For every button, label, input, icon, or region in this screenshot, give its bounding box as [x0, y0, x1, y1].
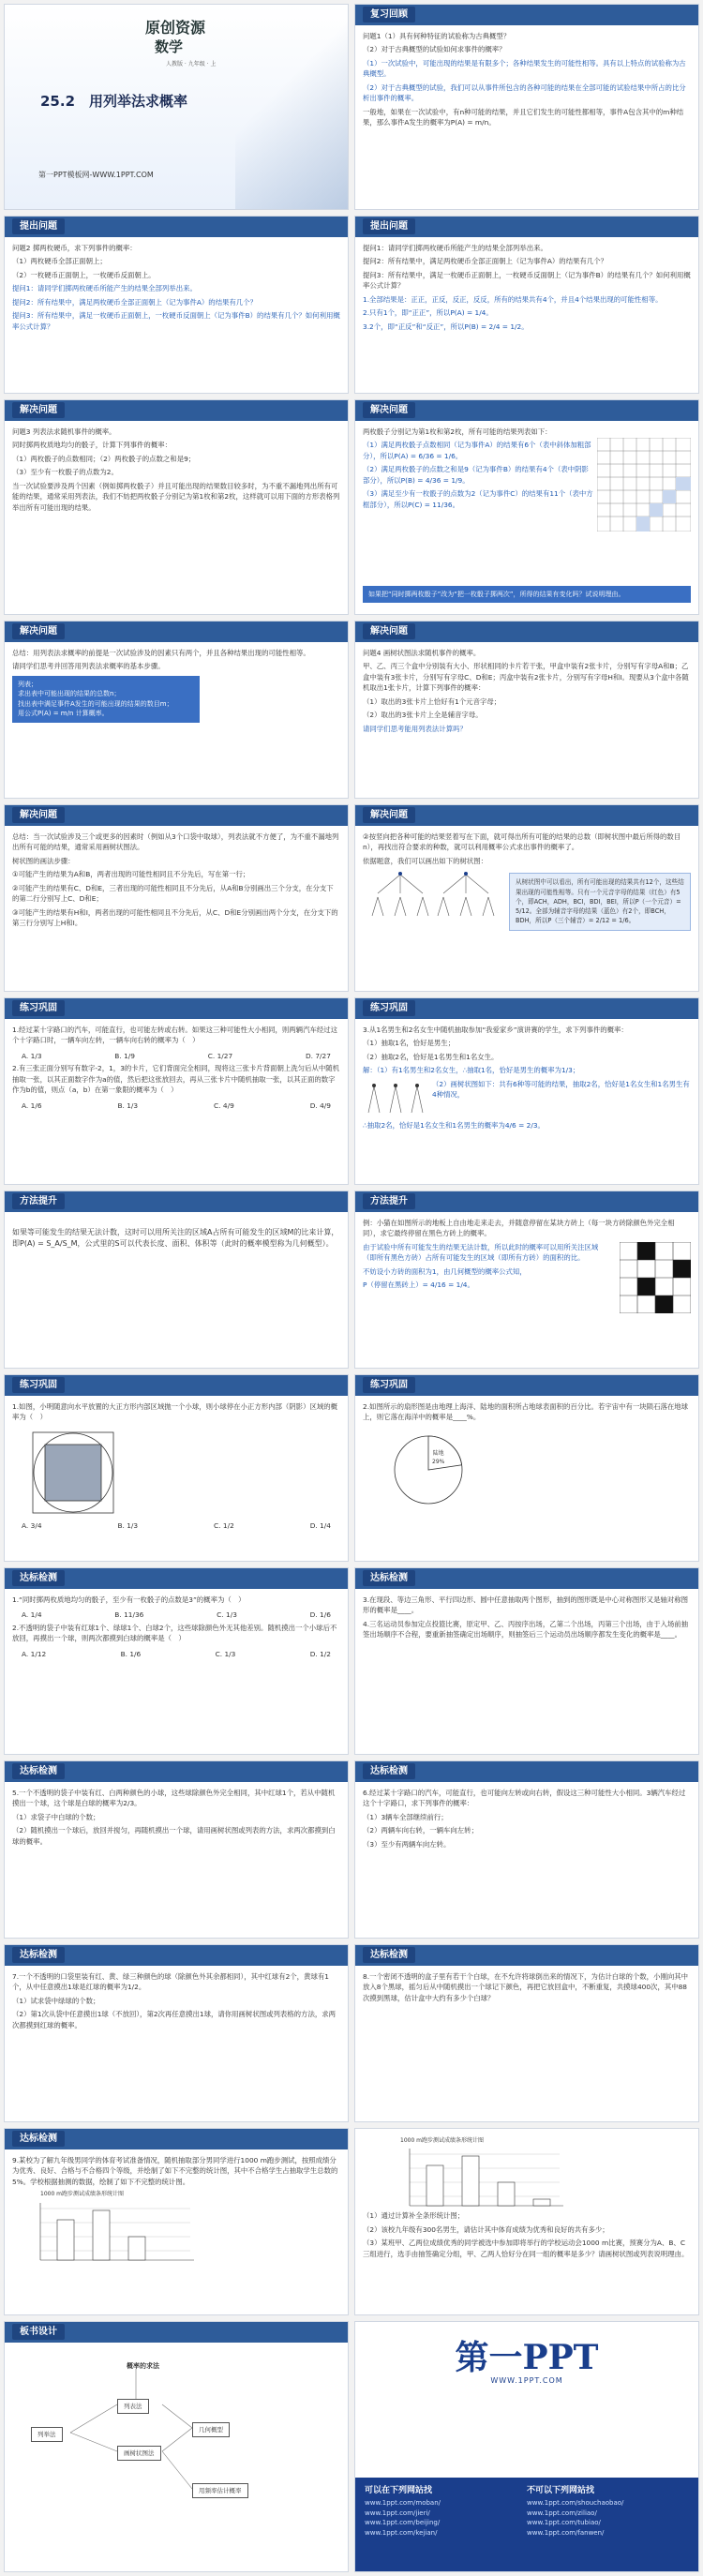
text-line: （1）试求袋中绿球的个数； [12, 1996, 100, 2005]
slide-header [5, 2322, 348, 2343]
tree-explanation: 从树状图中可以看出，所有可能出现的结果共有12个，这些结果出现的可能性相等。只有一个元音字母的结果（红色）有5个，即ACH，ADH，BCI，BDI，BEI，所以P（一个元音）= 5/12。全部为辅音字母的结果（蓝色）有2个，即BCH，BDH，所以P（三个辅音）= 2/12 = 1/6。 [509, 873, 691, 931]
question-6: 6.经过某十字路口的汽车，可能直行，也可能向左转或向右转，假设这三种可能性大小相同。3辆汽车经过这个十字路口，求下列事件的概率： [363, 1789, 686, 1808]
options-2 [12, 1647, 340, 1661]
text-line: 两枚骰子分别记为第1枚和第2枚，所有可能的结果列表如下： [363, 427, 552, 436]
text-line: 不妨设小方砖的面积为1，由几何概型的概率公式知， [363, 1266, 527, 1276]
slide-tag: 达标检测 [363, 1763, 415, 1779]
slide-tag: 解决问题 [363, 623, 415, 639]
text-line: 提问2：所有结果中，满足两枚硬币全部正面朝上（记为事件A）的结果有几个？ [363, 257, 608, 266]
slide-header [355, 805, 698, 826]
slide-header [5, 1945, 348, 1966]
text-line: 当一次试验要涉及两个因素（例如掷两枚骰子）并且可能出现的结果数目较多时，为不重不漏地列出所有可能的结果，通常采用列表法，我们不妨把两枚骰子分别记为第1枚和第2枚，这样就可以用下面的方形表格列举出所有可能出现的结果。 [12, 481, 340, 512]
question-9: 9.某校为了解九年级男同学的体育考试准备情况，随机抽取部分男同学进行1000 m跑步测试，按照成绩分为优秀、良好、合格与不合格四个等级，并绘制了如下不完整的统计图，其中不合格学生占抽取学生总数的5%。学校根据抽测的数据，绘制了如下不完整的统计图。 [12, 2156, 338, 2186]
square-figure [31, 1430, 115, 1515]
text-line: 提问1：请同学们掷两枚硬币所能产生的结果全部列举出来。 [12, 284, 197, 293]
option[interactable]: B. 1/3 [117, 1101, 139, 1110]
slide-test-8 [354, 2128, 699, 2315]
text-line: ③可能产生的结果有H和I，两者出现的可能性相同且不分先后，从C、D和E分别画出两个分支，在分支下的第三行分别写上H和I。 [12, 907, 338, 928]
slide-table-method [4, 399, 349, 615]
map-node: 列表法 [117, 2399, 149, 2414]
slide-tag: 解决问题 [363, 402, 415, 418]
text-line: （2）第1次从袋中任意摸出1球（不放回），第2次再任意摸出1球，请你用画树状图或列表格的方法，求两次都摸到红球的概率。 [12, 2010, 337, 2029]
slide-header [355, 998, 698, 1019]
text-line: （1）通过计算补全条形统计图； [363, 2211, 465, 2221]
slide-end [354, 2321, 699, 2572]
option[interactable]: D. 7/27 [305, 1051, 331, 1060]
text-line: （2）随机摸出一个球后，放回并搅匀，再随机摸出一个球，请用画树状图或列表的方法，求两次都摸到白球的概率。 [12, 1826, 336, 1846]
text-line: 请同学们思考能用列表法计算吗？ [363, 724, 467, 733]
slide-tag: 达标检测 [363, 1570, 415, 1586]
text-line: 提问3：所有结果中，满足一枚硬币正面朝上，一枚硬币反面朝上（记为事件B）的结果有几个？如何利用概率公式计算？ [363, 270, 691, 291]
footer-link[interactable]: www.1ppt.com/kejian/ [365, 2528, 438, 2537]
question-2: 2.有三张正面分别写有数字-2，1，3的卡片，它们背面完全相同，现将这三张卡片背面朝上洗匀后从中随机抽取一张，以其正面数字作为a的值，然后把这张放回去，再从三张卡片中随机抽取一张，以其正面的数字作为b的值，则点（a，b）在第一象限的概率为（ ） [12, 1064, 340, 1095]
slide-tag: 复习回顾 [363, 7, 415, 22]
slide-board-design [4, 2321, 349, 2572]
text-line: 树状图的画法步骤： [12, 856, 75, 865]
option[interactable]: A. 3/4 [22, 1520, 42, 1530]
footer-link[interactable]: www.1ppt.com/beijing/ [365, 2519, 441, 2526]
question-5: 5.一个不透明的袋子中装有红、白两种颜色的小球，这些球除颜色外完全相同，其中红球1个，若从中随机摸出一个球，这个球是白球的概率为2/3。 [12, 1789, 336, 1808]
question-3: 3.从1名男生和2名女生中随机抽取参加“我爱家乡”演讲赛的学生，求下列事件的概率： [363, 1026, 628, 1034]
text-line: 请同学们思考并回答用列表法求概率的基本步骤。 [12, 662, 165, 671]
slide-problem-answers [354, 216, 699, 394]
option[interactable]: B. 1/6 [120, 1649, 142, 1658]
bar-chart [400, 2145, 569, 2210]
option[interactable]: B. 11/36 [114, 1610, 144, 1620]
slide-test-5 [4, 1944, 349, 2122]
option[interactable]: D. 1/4 [309, 1520, 331, 1530]
text-line: 问题4 画树状图法求随机事件的概率。 [363, 649, 481, 657]
slide-header [355, 622, 698, 642]
option[interactable]: A. 1/12 [22, 1649, 47, 1658]
slide-tag: 方法提升 [12, 1193, 65, 1209]
footer-link[interactable]: www.1ppt.com/fanwen/ [527, 2528, 605, 2537]
footer-link[interactable]: www.1ppt.com/moban/ [365, 2499, 441, 2507]
slide-tag: 达标检测 [12, 1763, 65, 1779]
slide-header [355, 1945, 698, 1966]
slide-header [355, 1761, 698, 1782]
slide-header [5, 1191, 348, 1212]
question-3: 3.在现段、等边三角形、平行四边形、圆中任意抽取两个图形，抽到的图形既是中心对称图形又是轴对称图形的概率是____。 [363, 1595, 689, 1615]
slide-tag: 练习巩固 [363, 1377, 415, 1393]
text-line: 提问2：所有结果中，满足两枚硬币全部正面朝上（记为事件A）的结果有几个？ [12, 297, 258, 307]
slide-tag: 达标检测 [363, 1947, 415, 1963]
lesson-title: 25.2 用列举法求概率 [40, 93, 188, 110]
slide-tag: 板书设计 [12, 2324, 65, 2340]
tree-diagram [363, 869, 503, 935]
slide-header [5, 1375, 348, 1396]
text-line: 依据题意，我们可以画出如下的树状图： [363, 856, 488, 865]
question-4: 4.三名运动员参加定点投篮比赛，原定甲、乙、丙按序出场，乙第二个出场，丙第三个出场，由于入场前抽签出场顺序不合程，要重新抽签确定出场顺序，则抽签后三个运动员出场顺序都发生变化的概率是____。 [363, 1619, 689, 1640]
text-line: （2）抽取2名，恰好是1名男生和1名女生。 [363, 1052, 499, 1061]
question-2: 2.如图所示的扇形图是由地理上海洋、陆地的面积所占地球表面积的百分比。若宇宙中有一块陨石落在地球上，则它落在海洋中的概率是____%。 [363, 1402, 689, 1422]
slide-header [5, 400, 348, 421]
step: 列表； [18, 680, 37, 688]
text-line: 如果等可能发生的结果无法计数，这时可以用所关注的区域A占所有可能发生的区域M的比来计算，即P(A) = S_A/S_M，公式里的S可以代表长度、面积、体积等（此时的概率模型称为几何概型）。 [12, 1228, 339, 1249]
slide-cover [4, 4, 349, 210]
slide-header [5, 1761, 348, 1782]
slide-header [5, 2129, 348, 2149]
text-line: （2）画树状图如下：共有6种等可能的结果，抽取2名，恰好是1名女生和1名男生有4种情况， [432, 1079, 690, 1100]
option[interactable]: D. 4/9 [309, 1101, 331, 1110]
slide-problem-coins [4, 216, 349, 394]
text-line: 提问1：请同学们掷两枚硬币所能产生的结果全部列举出来。 [363, 244, 547, 252]
options-1 [12, 1608, 340, 1622]
slide-header [355, 1191, 698, 1212]
text-line: （1）两枚硬币全部正面朝上； [12, 257, 107, 266]
option[interactable]: D. 1/6 [309, 1610, 331, 1620]
mindmap-lines [5, 2343, 333, 2568]
text-line: （1）抽取1名，恰好是男生； [363, 1039, 456, 1048]
cover-title: 原创资源 [145, 19, 206, 37]
slide-header [5, 622, 348, 642]
pie-label-text: 陆地 [432, 1449, 444, 1457]
text-line: （3）至少有两辆车向左转。 [363, 1839, 451, 1849]
text-line: ①可能产生的结果为A和B，两者出现的可能性相同且不分先后，写在第一行； [12, 870, 250, 879]
text-line: 1.全部结果是：正正，正反，反正，反反，所有的结果共有4个，并且4个结果出现的可能性相等。 [363, 294, 663, 304]
text-line: 例：小猫在如图所示的地板上自由地走来走去，并随意停留在某块方砖上（每一块方砖除颜色外完全相同），求它最终停留在黑色方砖上的概率。 [363, 1219, 675, 1238]
slide-header [355, 5, 698, 25]
slide-tree-problem [354, 621, 699, 799]
question-7: 7.一个不透明的口袋里装有红、黄、绿三种颜色的球（除颜色外其余都相同），其中红球有2个，黄球有1个，从中任意摸出1球是红球的概率为1/2。 [12, 1972, 329, 1992]
slide-test-7 [4, 2128, 349, 2315]
text-line: （3）至少有一枚骰子的点数为2。 [12, 468, 118, 477]
slide-exercise-pie [354, 1374, 699, 1562]
slide-header [5, 217, 348, 237]
text-line: （3）某班甲、乙两位成绩优秀的同学被选中参加即将举行的学校运动会1000 m比赛，预赛分为A、B、C三组进行，选手由抽签确定分组，甲、乙两人恰好分在同一组的概率是多少？请画树状图或列表说明理由。 [363, 2239, 689, 2258]
map-node: 画树状图法 [117, 2446, 161, 2461]
slide-header [355, 1375, 698, 1396]
question-2: 2.不透明的袋子中装有红球1个、绿球1个、白球2个，这些球除颜色外无其他差别。随机摸出一个小球后不放回，再摸出一个球，则两次都摸到白球的概率是（ ） [12, 1623, 337, 1643]
slide-header [5, 998, 348, 1019]
slide-table-solution [354, 399, 699, 615]
tree-diagram [363, 1079, 428, 1120]
cover-edition: 人教版 · 九年级 · 上 [166, 61, 217, 67]
text-line: （1）求袋子中白球的个数； [12, 1812, 100, 1821]
text-line: （3）满足至少有一枚骰子的点数为2（记为事件C）的结果有11个（表中方框部分），所以P(C) = 11/36。 [363, 489, 593, 509]
slide-tag: 解决问题 [12, 807, 65, 823]
question-8: 8.一个密闭不透明的盒子里有若干个白球，在不允许将球倒出来的情况下，为估计白球的个数，小刚向其中放入8个黑球，摇匀后从中随机摸出一个球记下颜色，再把它放回盒中，不断重复，共摸球400次，其中88次摸到黑球，估计盒中大约有多少个白球？ [363, 1972, 689, 2002]
text-line: （2）该校九年级有300名男生，请估计其中体育成绩为优秀和良好的共有多少； [363, 2224, 609, 2234]
cover-decoration [235, 5, 348, 210]
option[interactable]: C. 1/3 [215, 1649, 236, 1658]
option[interactable]: A. 1/3 [22, 1051, 42, 1060]
footer-links [355, 2478, 698, 2571]
options-1 [12, 1049, 340, 1063]
step: 用公式P(A) = m/n 计算概率。 [18, 710, 109, 718]
text-line: （2）取出的3张卡片上全是辅音字母。 [363, 711, 483, 720]
slide-tag: 提出问题 [363, 218, 415, 234]
slide-header [355, 1568, 698, 1589]
text-line: 总结：用列表法求概率的前提是一次试验涉及的因素只有两个，并且各种结果出现的可能性相等。 [12, 649, 310, 657]
slide-header [5, 805, 348, 826]
question-callout: 如果把“同时掷两枚骰子”改为“把一枚骰子掷两次”，所得的结果有变化吗？试说明理由。 [363, 586, 691, 604]
text-line: （2）满足两枚骰子的点数之和是9（记为事件B）的结果有4个（表中阴影部分），所以P(B) = 4/36 = 1/9。 [363, 465, 589, 485]
options [12, 1519, 340, 1533]
option[interactable]: A. 1/6 [22, 1101, 42, 1110]
map-node: 列举法 [31, 2427, 63, 2442]
slide-test-3 [4, 1760, 349, 1939]
formula-text: 一般地，如果在一次试验中，有n种可能的结果，并且它们发生的可能性都相等，事件A包含其中的m种结果，那么事件A发生的概率为P(A) = m/n。 [363, 107, 684, 127]
question-1: 1.“同时掷两枚质地均匀的骰子，至少有一枚骰子的点数是3”的概率为（ ） [12, 1595, 246, 1604]
option[interactable]: B. 1/3 [117, 1520, 139, 1530]
text-line: （2）两辆车向右转，一辆车向左转； [363, 1826, 478, 1835]
map-node: 用频率估计概率 [192, 2483, 248, 2498]
answer: （2）对于古典概型的试验，我们可以从事件所包含的各种可能的结果在全部可能的试验结果中所占的比分析出事件的概率。 [363, 82, 686, 103]
text-line: P（停留在黑砖上）= 4/16 = 1/4。 [363, 1281, 474, 1290]
text-line: ②按竖向把各种可能的结果竖着写在下面，就可得出所有可能的结果的总数（即树状图中最后所得的数目n），再找出符合要求的种数，就可以利用概率公式求出事件的概率了。 [363, 832, 681, 852]
footer-link[interactable]: www.1ppt.com/jieri/ [365, 2509, 430, 2517]
option[interactable]: C. 1/3 [217, 1610, 237, 1620]
text-line: 3.2个，即“正反”和“反正”，所以P(B) = 2/4 = 1/2。 [363, 322, 529, 331]
step: 找出表中满足事件A发生的可能出现的结果的数目m； [18, 699, 173, 708]
text-line: ②可能产生的结果有C、D和E，三者出现的可能性相同且不分先后，从A和B分别画出三个分支，在分支下的第二行分别写上C、D和E； [12, 883, 334, 904]
option[interactable]: C. 4/9 [214, 1101, 234, 1110]
slide-exercise-2 [354, 997, 699, 1185]
text-line: 2.只有1个，即“正正”，所以P(A) = 1/4。 [363, 308, 493, 318]
text-line: （1）两枚骰子的点数相同；（2）两枚骰子的点数之和是9； [12, 454, 196, 463]
slide-tag: 达标检测 [12, 2131, 65, 2147]
text-line: 甲、乙、丙三个盒中分别装有大小、形状相同的卡片若干张，甲盒中装有2张卡片，分别写有字母A和B；乙盒中装有3张卡片，分别写有字母C、D和E；丙盒中装有2张卡片，分别写有字母H和I。现要从3个盒中各随机取出1张卡片，计算下列事件的概率： [363, 662, 689, 693]
slide-tree-solution [354, 804, 699, 992]
text-line: 同时掷两枚质地均匀的骰子，计算下列事件的概率： [12, 441, 172, 450]
footer-link[interactable]: www.1ppt.com/shouchaobao/ [527, 2499, 624, 2507]
text-line: （1）3辆车全部继续前行； [363, 1812, 448, 1821]
slide-tag: 解决问题 [12, 402, 65, 418]
text-line: （1）满足两枚骰子点数相同（记为事件A）的结果有6个（表中斜体加粗部分），所以P(A) = 6/36 = 1/6。 [363, 441, 591, 460]
slide-exercise-1 [4, 997, 349, 1185]
question-1: 1.经过某十字路口的汽车，可能直行，也可能左转或右转。如果这三种可能性大小相同，则两辆汽车经过这个十字路口时，一辆车向左转，一辆车向右转的概率为（ ） [12, 1026, 338, 1045]
steps-box [12, 676, 200, 723]
slide-test-1 [4, 1567, 349, 1755]
option[interactable]: C. 1/27 [207, 1051, 233, 1060]
footer-heading: 不可以下列网站找 [527, 2486, 595, 2495]
slide-test-4 [354, 1760, 699, 1939]
question-1: 1.如图，小明随意向水平放置的大正方形内部区域抛一个小球，则小球停在小正方形内部（阴影）区域的概率为（ ） [12, 1402, 338, 1422]
brand-logo: 第一PPT [455, 2338, 599, 2377]
brand-site: WWW.1PPT.COM [490, 2376, 563, 2385]
slide-tag: 方法提升 [363, 1193, 415, 1209]
slide-tag: 解决问题 [12, 623, 65, 639]
map-node: 几何概型 [192, 2422, 230, 2437]
cover-site: 第一PPT模板网-WWW.1PPT.COM [38, 171, 154, 179]
text-line: 解：（1）有1名男生和2名女生，∴抽取1名，恰好是男生的概率为1/3； [363, 1066, 580, 1075]
step: 求出表中可能出现的结果的总数n； [18, 690, 121, 698]
option[interactable]: C. 1/2 [214, 1520, 234, 1530]
slide-tag: 提出问题 [12, 218, 65, 234]
footer-link[interactable]: www.1ppt.com/ziliao/ [527, 2509, 597, 2517]
slide-test-6 [354, 1944, 699, 2122]
slide-tag: 达标检测 [12, 1947, 65, 1963]
options-2 [12, 1099, 340, 1113]
slide-tag: 解决问题 [363, 807, 415, 823]
dice-table [597, 438, 691, 532]
slide-exercise-square [4, 1374, 349, 1562]
question: （2）对于古典概型的试验如何求事件的概率？ [363, 45, 506, 54]
pie-label-value: 29% [432, 1459, 445, 1466]
text-line: （2）一枚硬币正面朝上，一枚硬币反面朝上。 [12, 270, 156, 279]
chart-title: 1000 m跑步测试成绩条形统计图 [40, 2191, 125, 2198]
text-line: 问题3 列表法求随机事件的概率。 [12, 427, 116, 436]
answer: （1）一次试验中，可能出现的结果是有限多个；各种结果发生的可能性相等。具有以上特点的试验称为古典概型。 [363, 58, 686, 79]
floor-tiles [620, 1242, 691, 1313]
option[interactable]: D. 1/2 [309, 1649, 331, 1658]
text-line: （1）取出的3张卡片上恰好有1个元音字母； [363, 696, 501, 706]
pie-label-land [432, 1449, 444, 1467]
text-line: 问题2 掷两枚硬币，求下列事件的概率： [12, 244, 137, 252]
slide-tree-summary [4, 804, 349, 992]
cover-subject: 数学 [155, 38, 184, 55]
slide-review [354, 4, 699, 210]
pie-figure [391, 1432, 466, 1507]
text-line: 由于试验中所有可能发生的结果无法计数，所以此时的概率可以用所关注区域（即所有黑色方砖）占所有可能发生的区域（即所有方砖）的面积的比。 [363, 1242, 599, 1263]
footer-heading: 可以在下列网站找 [365, 2486, 433, 2495]
option[interactable]: A. 1/4 [22, 1610, 42, 1620]
map-center: 概率的求法 [127, 2362, 159, 2370]
footer-link[interactable]: www.1ppt.com/tubiao/ [527, 2519, 601, 2526]
text-line: 总结：当一次试验涉及三个或更多的因素时（例如从3个口袋中取球），列表法就不方便了，为不重不漏地列出所有可能的结果，通常采用画树状图法。 [12, 832, 339, 852]
text-line: 提问3：所有结果中，满足一枚硬币正面朝上，一枚硬币反面朝上（记为事件B）的结果有几个？如何利用概率公式计算？ [12, 311, 340, 331]
option[interactable]: B. 1/9 [114, 1051, 135, 1060]
slide-tag: 达标检测 [12, 1570, 65, 1586]
slide-header [355, 217, 698, 237]
slide-method-example [354, 1191, 699, 1369]
slide-tag: 练习巩固 [12, 1377, 65, 1393]
slide-table-summary [4, 621, 349, 799]
chart-title: 1000 m跑步测试成绩条形统计图 [400, 2137, 485, 2144]
slide-header [5, 1568, 348, 1589]
slide-header [355, 400, 698, 421]
question: 问题1（1）具有何种特征的试验称为古典概型？ [363, 32, 511, 40]
slide-tag: 练习巩固 [363, 1000, 415, 1016]
text-line: ∴抽取2名，恰好是1名女生和1名男生的概率为4/6 = 2/3。 [363, 1120, 545, 1130]
slide-method-geometric [4, 1191, 349, 1369]
slide-tag: 练习巩固 [12, 1000, 65, 1016]
slide-test-2 [354, 1567, 699, 1755]
bar-chart [31, 2199, 200, 2265]
